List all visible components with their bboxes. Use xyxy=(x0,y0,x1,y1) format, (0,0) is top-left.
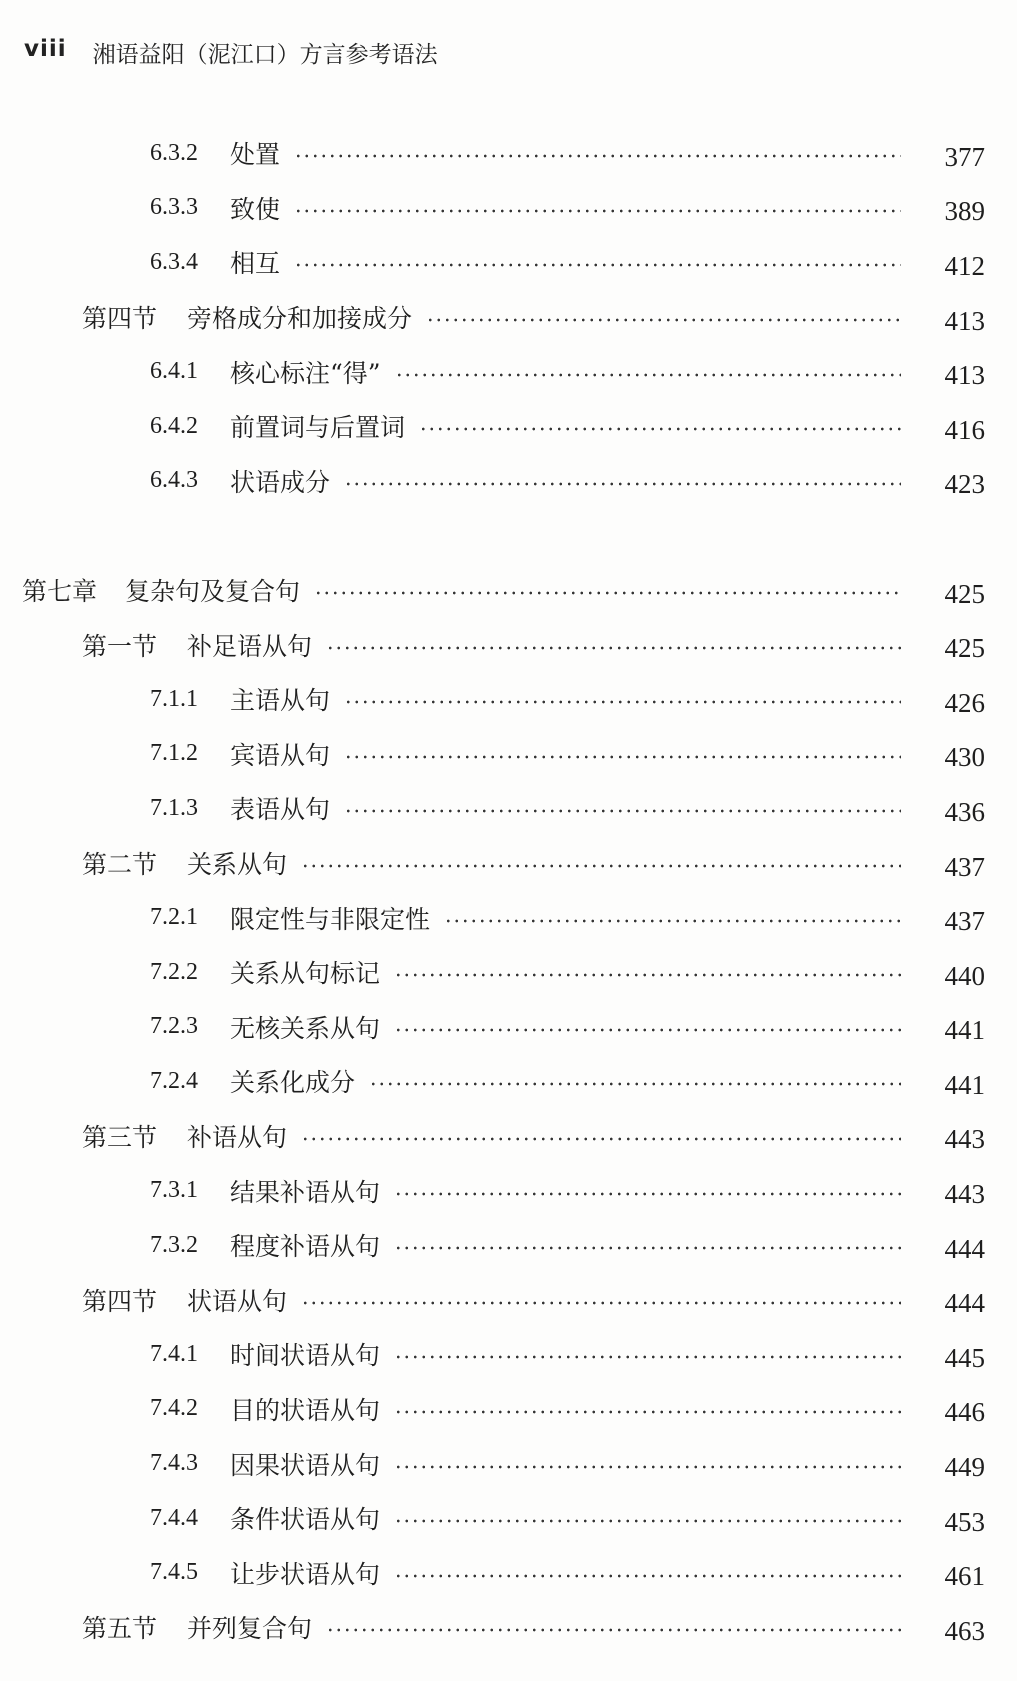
toc-entry-sub xyxy=(0,1491,1017,1546)
toc-entry-number: 7.3.1 xyxy=(150,1177,198,1204)
toc-entry-label: 第四节 xyxy=(82,1286,158,1316)
toc-entry-title: 关系从句标记 xyxy=(230,959,381,989)
toc-entry-sub xyxy=(0,1327,1017,1382)
dot-leader xyxy=(394,1246,901,1250)
toc-entry-sub xyxy=(0,945,1017,1000)
toc-entry-title: 前置词与后置词 xyxy=(230,413,406,443)
toc-entry-number: 7.2.4 xyxy=(150,1067,198,1094)
toc-entry-page: 412 xyxy=(944,250,985,281)
page-folio: viii xyxy=(24,36,67,62)
dot-leader xyxy=(314,591,901,595)
toc-entry-chapter xyxy=(0,563,1017,618)
toc-entry-title: 让步状语从句 xyxy=(230,1559,381,1589)
toc-entry-label: 第三节 xyxy=(82,1122,158,1152)
dot-leader xyxy=(419,427,901,431)
toc-entry-sub xyxy=(0,1382,1017,1437)
toc-entry-title: 旁格成分和加接成分 xyxy=(187,304,413,334)
toc-entry-label: 第一节 xyxy=(82,631,158,661)
toc-entry-sub xyxy=(0,1000,1017,1055)
toc-entry-section xyxy=(0,1109,1017,1164)
book-title: 湘语益阳（泥江口）方言参考语法 xyxy=(92,42,438,68)
toc-entry-section xyxy=(0,1600,1017,1655)
toc-entry-page: 423 xyxy=(944,469,985,500)
toc-entry-page: 426 xyxy=(944,687,985,718)
dot-leader xyxy=(394,1410,901,1414)
toc-entry-page: 461 xyxy=(944,1561,985,1592)
toc-entry-section xyxy=(0,1272,1017,1327)
toc-entry-page: 441 xyxy=(944,1015,985,1046)
toc-entry-number: 6.4.1 xyxy=(150,358,198,385)
toc-entry-title: 条件状语从句 xyxy=(230,1505,381,1535)
toc-entry-number: 7.4.5 xyxy=(150,1559,198,1586)
toc-entry-page: 446 xyxy=(944,1397,985,1428)
dot-leader xyxy=(394,1192,901,1196)
toc-entry-title: 核心标注“得” xyxy=(230,358,381,388)
toc-entry-label: 第四节 xyxy=(82,304,158,334)
toc-entry-page: 413 xyxy=(944,305,985,336)
toc-entry-title: 补语从句 xyxy=(187,1122,288,1152)
dot-leader xyxy=(344,755,901,759)
toc-entry-sub xyxy=(0,454,1017,509)
toc-entry-sub xyxy=(0,235,1017,290)
toc-entry-page: 389 xyxy=(944,196,985,227)
toc-entry-page: 443 xyxy=(944,1179,985,1210)
table-of-contents xyxy=(0,126,1017,1655)
dot-leader xyxy=(344,482,901,486)
toc-entry-label: 第五节 xyxy=(82,1614,158,1644)
dot-leader xyxy=(395,373,901,377)
toc-entry-sub xyxy=(0,1545,1017,1600)
toc-entry-page: 441 xyxy=(944,1069,985,1100)
toc-entry-title: 状语成分 xyxy=(230,467,331,497)
toc-entry-sub xyxy=(0,181,1017,236)
dot-leader xyxy=(394,1355,901,1359)
toc-entry-title: 无核关系从句 xyxy=(230,1013,381,1043)
toc-entry-page: 437 xyxy=(944,851,985,882)
dot-leader xyxy=(394,1465,901,1469)
toc-entry-page: 437 xyxy=(944,906,985,937)
dot-leader xyxy=(294,154,901,158)
toc-entry-title: 状语从句 xyxy=(187,1286,288,1316)
toc-entry-page: 463 xyxy=(944,1615,985,1646)
toc-entry-number: 6.3.2 xyxy=(150,139,198,166)
toc-entry-number: 7.4.2 xyxy=(150,1395,198,1422)
dot-leader xyxy=(326,646,901,650)
toc-entry-number: 6.3.4 xyxy=(150,248,198,275)
toc-entry-page: 436 xyxy=(944,796,985,827)
toc-entry-number: 6.4.2 xyxy=(150,412,198,439)
toc-entry-section xyxy=(0,617,1017,672)
toc-entry-title: 宾语从句 xyxy=(230,740,331,770)
dot-leader xyxy=(394,1519,901,1523)
dot-leader xyxy=(444,919,901,923)
dot-leader xyxy=(344,809,901,813)
toc-entry-sub xyxy=(0,126,1017,181)
toc-entry-sub xyxy=(0,344,1017,399)
toc-entry-page: 425 xyxy=(944,633,985,664)
toc-entry-title: 处置 xyxy=(230,140,281,170)
toc-entry-label: 第七章 xyxy=(22,577,98,607)
dot-leader xyxy=(326,1628,901,1632)
dot-leader xyxy=(301,864,901,868)
toc-entry-page: 425 xyxy=(944,578,985,609)
toc-entry-page: 377 xyxy=(944,141,985,172)
toc-entry-sub xyxy=(0,399,1017,454)
toc-entry-title: 并列复合句 xyxy=(187,1614,313,1644)
toc-entry-page: 444 xyxy=(944,1233,985,1264)
toc-entry-page: 443 xyxy=(944,1124,985,1155)
toc-entry-sub xyxy=(0,1436,1017,1491)
toc-entry-number: 7.4.4 xyxy=(150,1504,198,1531)
toc-entry-title: 相互 xyxy=(230,249,281,279)
running-header xyxy=(24,36,438,69)
toc-entry-title: 表语从句 xyxy=(230,795,331,825)
toc-entry-page: 449 xyxy=(944,1452,985,1483)
toc-entry-page: 453 xyxy=(944,1506,985,1537)
toc-entry-number: 7.2.3 xyxy=(150,1013,198,1040)
dot-leader xyxy=(394,973,901,977)
toc-entry-number: 7.1.1 xyxy=(150,685,198,712)
toc-spacer xyxy=(0,508,1017,563)
toc-entry-number: 7.2.1 xyxy=(150,904,198,931)
toc-entry-number: 7.1.2 xyxy=(150,740,198,767)
dot-leader xyxy=(394,1028,901,1032)
toc-entry-sub xyxy=(0,1218,1017,1273)
toc-entry-title: 限定性与非限定性 xyxy=(230,904,431,934)
toc-entry-title: 主语从句 xyxy=(230,686,331,716)
dot-leader xyxy=(301,1137,901,1141)
toc-entry-number: 6.3.3 xyxy=(150,194,198,221)
toc-entry-title: 致使 xyxy=(230,194,281,224)
toc-entry-page: 440 xyxy=(944,960,985,991)
toc-entry-page: 413 xyxy=(944,360,985,391)
toc-entry-number: 7.3.2 xyxy=(150,1231,198,1258)
dot-leader xyxy=(426,318,901,322)
dot-leader xyxy=(369,1082,901,1086)
toc-entry-section xyxy=(0,836,1017,891)
toc-entry-sub xyxy=(0,1163,1017,1218)
toc-entry-label: 第二节 xyxy=(82,850,158,880)
toc-entry-title: 程度补语从句 xyxy=(230,1232,381,1262)
toc-entry-page: 444 xyxy=(944,1288,985,1319)
toc-entry-number: 7.4.1 xyxy=(150,1340,198,1367)
toc-entry-title: 关系化成分 xyxy=(230,1068,356,1098)
toc-entry-title: 时间状语从句 xyxy=(230,1341,381,1371)
toc-entry-sub xyxy=(0,1054,1017,1109)
toc-entry-number: 6.4.3 xyxy=(150,467,198,494)
toc-entry-page: 430 xyxy=(944,742,985,773)
toc-entry-title: 因果状语从句 xyxy=(230,1450,381,1480)
toc-entry-number: 7.2.2 xyxy=(150,958,198,985)
toc-entry-number: 7.4.3 xyxy=(150,1450,198,1477)
dot-leader xyxy=(301,1301,901,1305)
dot-leader xyxy=(394,1574,901,1578)
toc-entry-title: 复杂句及复合句 xyxy=(125,577,301,607)
dot-leader xyxy=(294,263,901,267)
toc-entry-page: 445 xyxy=(944,1342,985,1373)
toc-entry-number: 7.1.3 xyxy=(150,794,198,821)
toc-entry-section xyxy=(0,290,1017,345)
toc-entry-sub xyxy=(0,781,1017,836)
toc-entry-title: 关系从句 xyxy=(187,850,288,880)
toc-entry-title: 结果补语从句 xyxy=(230,1177,381,1207)
toc-entry-sub xyxy=(0,890,1017,945)
dot-leader xyxy=(344,700,901,704)
toc-entry-title: 目的状语从句 xyxy=(230,1395,381,1425)
toc-entry-sub xyxy=(0,672,1017,727)
toc-entry-title: 补足语从句 xyxy=(187,631,313,661)
toc-entry-sub xyxy=(0,727,1017,782)
dot-leader xyxy=(294,209,901,213)
toc-entry-page: 416 xyxy=(944,414,985,445)
